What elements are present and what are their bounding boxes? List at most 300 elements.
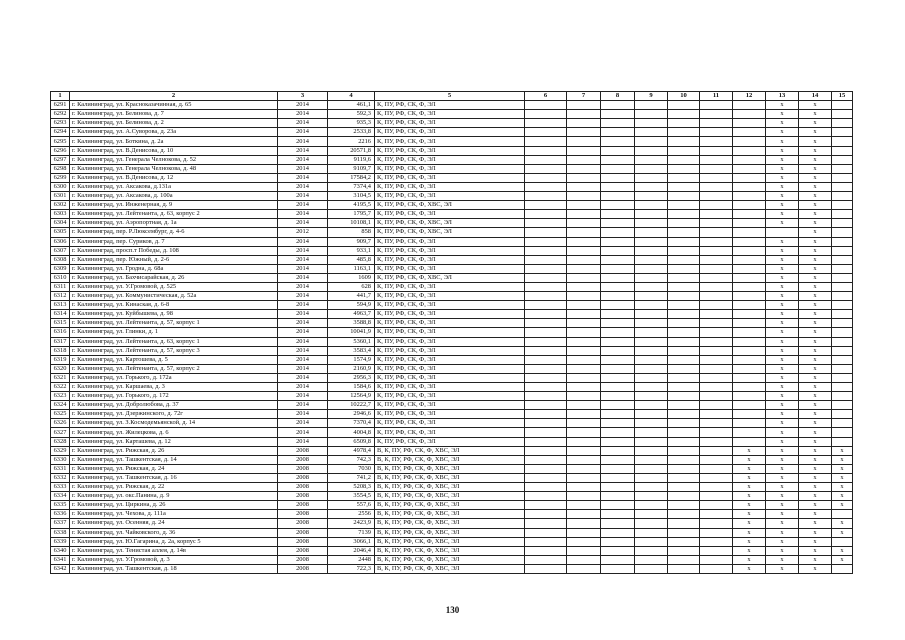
column-11-cell [700, 564, 733, 573]
column-10-cell [668, 483, 700, 492]
works-cell: К, ПУ, РФ, СК, Ф, ЭЛ [375, 401, 525, 410]
column-6-cell [525, 319, 567, 328]
column-6-cell [525, 464, 567, 473]
address-cell: г. Калининград, пер. Суриков, д. 7 [70, 237, 278, 246]
table-row [51, 492, 853, 501]
year-cell: 2008 [278, 473, 328, 482]
column-14-mark: х [799, 519, 832, 528]
column-15-mark: х [832, 473, 853, 482]
year-cell: 2014 [278, 192, 328, 201]
column-10-cell [668, 164, 700, 173]
column-6-cell [525, 483, 567, 492]
column-7-cell [567, 483, 601, 492]
column-6-cell [525, 492, 567, 501]
column-10-cell [668, 292, 700, 301]
works-cell: К, ПУ, РФ, СК, Ф, ЭЛ [375, 246, 525, 255]
column-14-mark: х [799, 364, 832, 373]
address-cell: г. Калининград, ул. Красноказачинная, д. 65 [70, 101, 278, 110]
row-number: 6316 [51, 328, 70, 337]
column-8-cell [601, 346, 635, 355]
column-12-mark [733, 137, 766, 146]
column-8-cell [601, 537, 635, 546]
table-row [51, 282, 853, 291]
column-14-mark: х [799, 292, 832, 301]
column-9-cell [635, 492, 668, 501]
address-cell: г. Калининград, ул. Осенняя, д. 24 [70, 519, 278, 528]
column-13-mark: х [766, 364, 799, 373]
column-6-cell [525, 455, 567, 464]
column-15-mark: х [832, 546, 853, 555]
year-cell: 2014 [278, 428, 328, 437]
works-cell: В, К, ПУ, РФ, СК, Ф, ХВС, ЭЛ [375, 546, 525, 555]
column-10-cell [668, 364, 700, 373]
column-14-mark: х [799, 537, 832, 546]
column-8-cell [601, 355, 635, 364]
table-row [51, 310, 853, 319]
row-number: 6314 [51, 310, 70, 319]
column-6-cell [525, 473, 567, 482]
column-13-mark: х [766, 528, 799, 537]
column-9-cell [635, 137, 668, 146]
column-7-cell [567, 273, 601, 282]
column-14-mark: х [799, 346, 832, 355]
year-cell: 2008 [278, 519, 328, 528]
address-cell: г. Калининград, ул. В.Денисова, д. 10 [70, 146, 278, 155]
column-12-mark [733, 337, 766, 346]
table-row [51, 128, 853, 137]
area-cell: 17584,2 [328, 173, 375, 182]
column-10-cell [668, 146, 700, 155]
row-number: 6339 [51, 537, 70, 546]
row-number: 6338 [51, 528, 70, 537]
column-6-cell [525, 337, 567, 346]
column-11-cell [700, 155, 733, 164]
column-13-mark: х [766, 128, 799, 137]
column-12-mark [733, 292, 766, 301]
year-cell: 2014 [278, 164, 328, 173]
row-number: 6331 [51, 464, 70, 473]
year-cell: 2008 [278, 455, 328, 464]
column-14-mark: х [799, 319, 832, 328]
column-9-cell [635, 501, 668, 510]
address-cell: г. Калининград, ул. Чайковского, д. 36 [70, 528, 278, 537]
column-15-mark [832, 101, 853, 110]
column-7-cell [567, 137, 601, 146]
column-9-cell [635, 392, 668, 401]
table-row [51, 392, 853, 401]
row-number: 6312 [51, 292, 70, 301]
row-number: 6324 [51, 401, 70, 410]
address-cell: г. Калининград, ул. Кинаская, д. 6-8 [70, 301, 278, 310]
column-13-mark [766, 228, 799, 237]
table-row [51, 401, 853, 410]
column-7-cell [567, 528, 601, 537]
column-9-cell [635, 555, 668, 564]
column-13-mark: х [766, 437, 799, 446]
column-15-mark [832, 201, 853, 210]
column-8-cell [601, 446, 635, 455]
column-9-cell [635, 364, 668, 373]
column-10-cell [668, 564, 700, 573]
row-number: 6317 [51, 337, 70, 346]
address-cell: г. Калининград, ул. Аксакова, д. 100а [70, 192, 278, 201]
row-number: 6334 [51, 492, 70, 501]
column-15-mark [832, 273, 853, 282]
works-cell: В, К, ПУ, РФ, СК, Ф, ХВС, ЭЛ [375, 473, 525, 482]
column-7-cell [567, 492, 601, 501]
column-7-cell [567, 182, 601, 191]
column-7-cell [567, 346, 601, 355]
column-13-mark: х [766, 146, 799, 155]
column-11-cell [700, 364, 733, 373]
column-15-mark [832, 146, 853, 155]
column-12-mark [733, 328, 766, 337]
column-10-cell [668, 419, 700, 428]
works-cell: В, К, ПУ, РФ, СК, Ф, ХВС, ЭЛ [375, 483, 525, 492]
column-12-mark [733, 383, 766, 392]
column-15-mark: х [832, 492, 853, 501]
area-cell: 10041,9 [328, 328, 375, 337]
column-14-mark: х [799, 564, 832, 573]
column-9-cell [635, 219, 668, 228]
year-cell: 2014 [278, 355, 328, 364]
column-14-mark: х [799, 555, 832, 564]
column-9-cell [635, 246, 668, 255]
column-10-cell [668, 264, 700, 273]
year-cell: 2008 [278, 464, 328, 473]
column-6-cell [525, 419, 567, 428]
column-15-mark: х [832, 519, 853, 528]
column-14-mark: х [799, 128, 832, 137]
column-header-10: 10 [668, 92, 700, 101]
works-cell: К, ПУ, РФ, СК, Ф, ЭЛ [375, 364, 525, 373]
column-10-cell [668, 201, 700, 210]
column-7-cell [567, 237, 601, 246]
column-12-mark [733, 419, 766, 428]
works-cell: К, ПУ, РФ, СК, Ф, ЭЛ [375, 392, 525, 401]
year-cell: 2014 [278, 110, 328, 119]
column-header-8: 8 [601, 92, 635, 101]
column-14-mark: х [799, 437, 832, 446]
works-cell: К, ПУ, РФ, СК, Ф, ЭЛ [375, 173, 525, 182]
table-row [51, 428, 853, 437]
column-6-cell [525, 219, 567, 228]
column-7-cell [567, 537, 601, 546]
column-6-cell [525, 110, 567, 119]
column-14-mark: х [799, 282, 832, 291]
column-8-cell [601, 101, 635, 110]
column-10-cell [668, 501, 700, 510]
column-13-mark: х [766, 473, 799, 482]
column-14-mark: х [799, 255, 832, 264]
column-8-cell [601, 237, 635, 246]
column-8-cell [601, 164, 635, 173]
column-9-cell [635, 182, 668, 191]
area-cell: 1574,9 [328, 355, 375, 364]
column-12-mark: х [733, 483, 766, 492]
year-cell: 2008 [278, 546, 328, 555]
column-7-cell [567, 219, 601, 228]
area-cell: 628 [328, 282, 375, 291]
column-11-cell [700, 182, 733, 191]
column-7-cell [567, 392, 601, 401]
column-9-cell [635, 319, 668, 328]
area-cell: 10108,1 [328, 219, 375, 228]
column-11-cell [700, 319, 733, 328]
column-14-mark: х [799, 501, 832, 510]
year-cell: 2014 [278, 392, 328, 401]
address-cell: г. Калининград, ул. Аэропортная, д. 1а [70, 219, 278, 228]
table-row [51, 319, 853, 328]
column-9-cell [635, 483, 668, 492]
year-cell: 2014 [278, 201, 328, 210]
table-row [51, 483, 853, 492]
column-7-cell [567, 282, 601, 291]
table-row [51, 264, 853, 273]
column-12-mark [733, 210, 766, 219]
column-15-mark [832, 182, 853, 191]
year-cell: 2008 [278, 564, 328, 573]
row-number: 6299 [51, 173, 70, 182]
table-body [51, 101, 853, 574]
column-11-cell [700, 455, 733, 464]
column-header-3: 3 [278, 92, 328, 101]
column-9-cell [635, 273, 668, 282]
column-10-cell [668, 228, 700, 237]
column-10-cell [668, 119, 700, 128]
column-15-mark [832, 537, 853, 546]
year-cell: 2014 [278, 301, 328, 310]
table-row [51, 410, 853, 419]
column-6-cell [525, 446, 567, 455]
column-10-cell [668, 383, 700, 392]
year-cell: 2008 [278, 510, 328, 519]
address-cell: г. Калининград, ул. Боткина, д. 2а [70, 137, 278, 146]
works-cell: К, ПУ, РФ, СК, Ф, ЭЛ [375, 164, 525, 173]
table-row [51, 119, 853, 128]
table-row [51, 446, 853, 455]
column-10-cell [668, 182, 700, 191]
year-cell: 2014 [278, 273, 328, 282]
column-15-mark [832, 282, 853, 291]
column-15-mark [832, 155, 853, 164]
address-cell: г. Калининград, ул. Генерала Челнокова, д. 48 [70, 164, 278, 173]
column-14-mark: х [799, 110, 832, 119]
works-cell: К, ПУ, РФ, СК, Ф, ЭЛ [375, 319, 525, 328]
column-15-mark [832, 164, 853, 173]
column-10-cell [668, 528, 700, 537]
column-9-cell [635, 228, 668, 237]
works-cell: К, ПУ, РФ, СК, Ф, ЭЛ [375, 301, 525, 310]
area-cell: 7139 [328, 528, 375, 537]
column-13-mark: х [766, 119, 799, 128]
column-11-cell [700, 392, 733, 401]
column-10-cell [668, 510, 700, 519]
column-11-cell [700, 173, 733, 182]
works-cell: К, ПУ, РФ, СК, Ф, ЭЛ [375, 437, 525, 446]
column-11-cell [700, 528, 733, 537]
column-6-cell [525, 101, 567, 110]
column-6-cell [525, 119, 567, 128]
column-14-mark: х [799, 301, 832, 310]
column-13-mark: х [766, 373, 799, 382]
column-14-mark: х [799, 155, 832, 164]
year-cell: 2014 [278, 264, 328, 273]
column-10-cell [668, 128, 700, 137]
address-cell: г. Калининград, ул. Белинова, д. 2 [70, 119, 278, 128]
row-number: 6328 [51, 437, 70, 446]
column-13-mark: х [766, 101, 799, 110]
column-15-mark [832, 373, 853, 382]
column-9-cell [635, 337, 668, 346]
year-cell: 2014 [278, 173, 328, 182]
row-number: 6302 [51, 201, 70, 210]
area-cell: 461,1 [328, 101, 375, 110]
column-15-mark [832, 410, 853, 419]
column-6-cell [525, 255, 567, 264]
area-cell: 1163,1 [328, 264, 375, 273]
column-8-cell [601, 282, 635, 291]
column-15-mark [832, 564, 853, 573]
column-header-4: 4 [328, 92, 375, 101]
area-cell: 9109,7 [328, 164, 375, 173]
year-cell: 2014 [278, 237, 328, 246]
column-15-mark [832, 128, 853, 137]
column-12-mark [733, 182, 766, 191]
column-15-mark: х [832, 464, 853, 473]
year-cell: 2014 [278, 119, 328, 128]
table-row [51, 246, 853, 255]
area-cell: 10222,7 [328, 401, 375, 410]
column-11-cell [700, 492, 733, 501]
column-15-mark [832, 428, 853, 437]
column-7-cell [567, 128, 601, 137]
column-15-mark [832, 219, 853, 228]
column-9-cell [635, 282, 668, 291]
row-number: 6340 [51, 546, 70, 555]
year-cell: 2014 [278, 337, 328, 346]
column-7-cell [567, 328, 601, 337]
column-6-cell [525, 346, 567, 355]
column-11-cell [700, 246, 733, 255]
column-6-cell [525, 437, 567, 446]
column-10-cell [668, 237, 700, 246]
works-cell: К, ПУ, РФ, СК, Ф, ЭЛ [375, 155, 525, 164]
column-6-cell [525, 328, 567, 337]
column-6-cell [525, 555, 567, 564]
column-8-cell [601, 392, 635, 401]
row-number: 6301 [51, 192, 70, 201]
column-10-cell [668, 473, 700, 482]
column-10-cell [668, 492, 700, 501]
works-cell: В, К, ПУ, РФ, СК, Ф, ХВС, ЭЛ [375, 464, 525, 473]
row-number: 6313 [51, 301, 70, 310]
column-10-cell [668, 246, 700, 255]
area-cell: 2556 [328, 510, 375, 519]
column-10-cell [668, 428, 700, 437]
column-9-cell [635, 310, 668, 319]
column-14-mark: х [799, 228, 832, 237]
column-11-cell [700, 383, 733, 392]
column-9-cell [635, 146, 668, 155]
column-8-cell [601, 383, 635, 392]
column-7-cell [567, 146, 601, 155]
table-row [51, 328, 853, 337]
column-15-mark [832, 392, 853, 401]
column-14-mark: х [799, 337, 832, 346]
year-cell: 2014 [278, 437, 328, 446]
column-7-cell [567, 246, 601, 255]
column-14-mark: х [799, 101, 832, 110]
column-13-mark: х [766, 346, 799, 355]
column-14-mark: х [799, 164, 832, 173]
column-8-cell [601, 528, 635, 537]
row-number: 6296 [51, 146, 70, 155]
column-10-cell [668, 301, 700, 310]
column-6-cell [525, 146, 567, 155]
column-9-cell [635, 237, 668, 246]
address-cell: г. Калининград, ул. В.Денисова, д. 12 [70, 173, 278, 182]
area-cell: 741,2 [328, 473, 375, 482]
row-number: 6319 [51, 355, 70, 364]
column-7-cell [567, 255, 601, 264]
year-cell: 2008 [278, 555, 328, 564]
works-cell: К, ПУ, РФ, СК, Ф, ЭЛ [375, 146, 525, 155]
row-number: 6315 [51, 319, 70, 328]
row-number: 6303 [51, 210, 70, 219]
column-12-mark: х [733, 464, 766, 473]
column-7-cell [567, 419, 601, 428]
table-row [51, 537, 853, 546]
row-number: 6300 [51, 182, 70, 191]
table-row [51, 228, 853, 237]
column-8-cell [601, 546, 635, 555]
table-row [51, 337, 853, 346]
table-row [51, 210, 853, 219]
column-6-cell [525, 528, 567, 537]
column-7-cell [567, 455, 601, 464]
year-cell: 2014 [278, 182, 328, 191]
column-11-cell [700, 428, 733, 437]
column-13-mark: х [766, 546, 799, 555]
works-cell: К, ПУ, РФ, СК, Ф, ЭЛ [375, 255, 525, 264]
column-8-cell [601, 564, 635, 573]
row-number: 6325 [51, 410, 70, 419]
address-cell: г. Калининград, ул. Коммунистическая, д. 52а [70, 292, 278, 301]
column-15-mark [832, 228, 853, 237]
column-7-cell [567, 401, 601, 410]
column-14-mark: х [799, 328, 832, 337]
column-14-mark: х [799, 455, 832, 464]
column-14-mark: х [799, 119, 832, 128]
column-10-cell [668, 346, 700, 355]
area-cell: 2046,4 [328, 546, 375, 555]
column-15-mark [832, 328, 853, 337]
year-cell: 2008 [278, 528, 328, 537]
works-cell: К, ПУ, РФ, СК, Ф, ЭЛ [375, 328, 525, 337]
works-cell: К, ПУ, РФ, СК, Ф, ЭЛ [375, 410, 525, 419]
column-12-mark [733, 146, 766, 155]
column-11-cell [700, 337, 733, 346]
column-header-5: 5 [375, 92, 525, 101]
column-7-cell [567, 383, 601, 392]
address-cell: г. Калининград, ул. Карташева, д. 12 [70, 437, 278, 446]
column-15-mark [832, 192, 853, 201]
column-12-mark [733, 173, 766, 182]
column-15-mark [832, 355, 853, 364]
column-11-cell [700, 328, 733, 337]
address-cell: г. Калининград, ул. У.Громовой, д. 3 [70, 555, 278, 564]
